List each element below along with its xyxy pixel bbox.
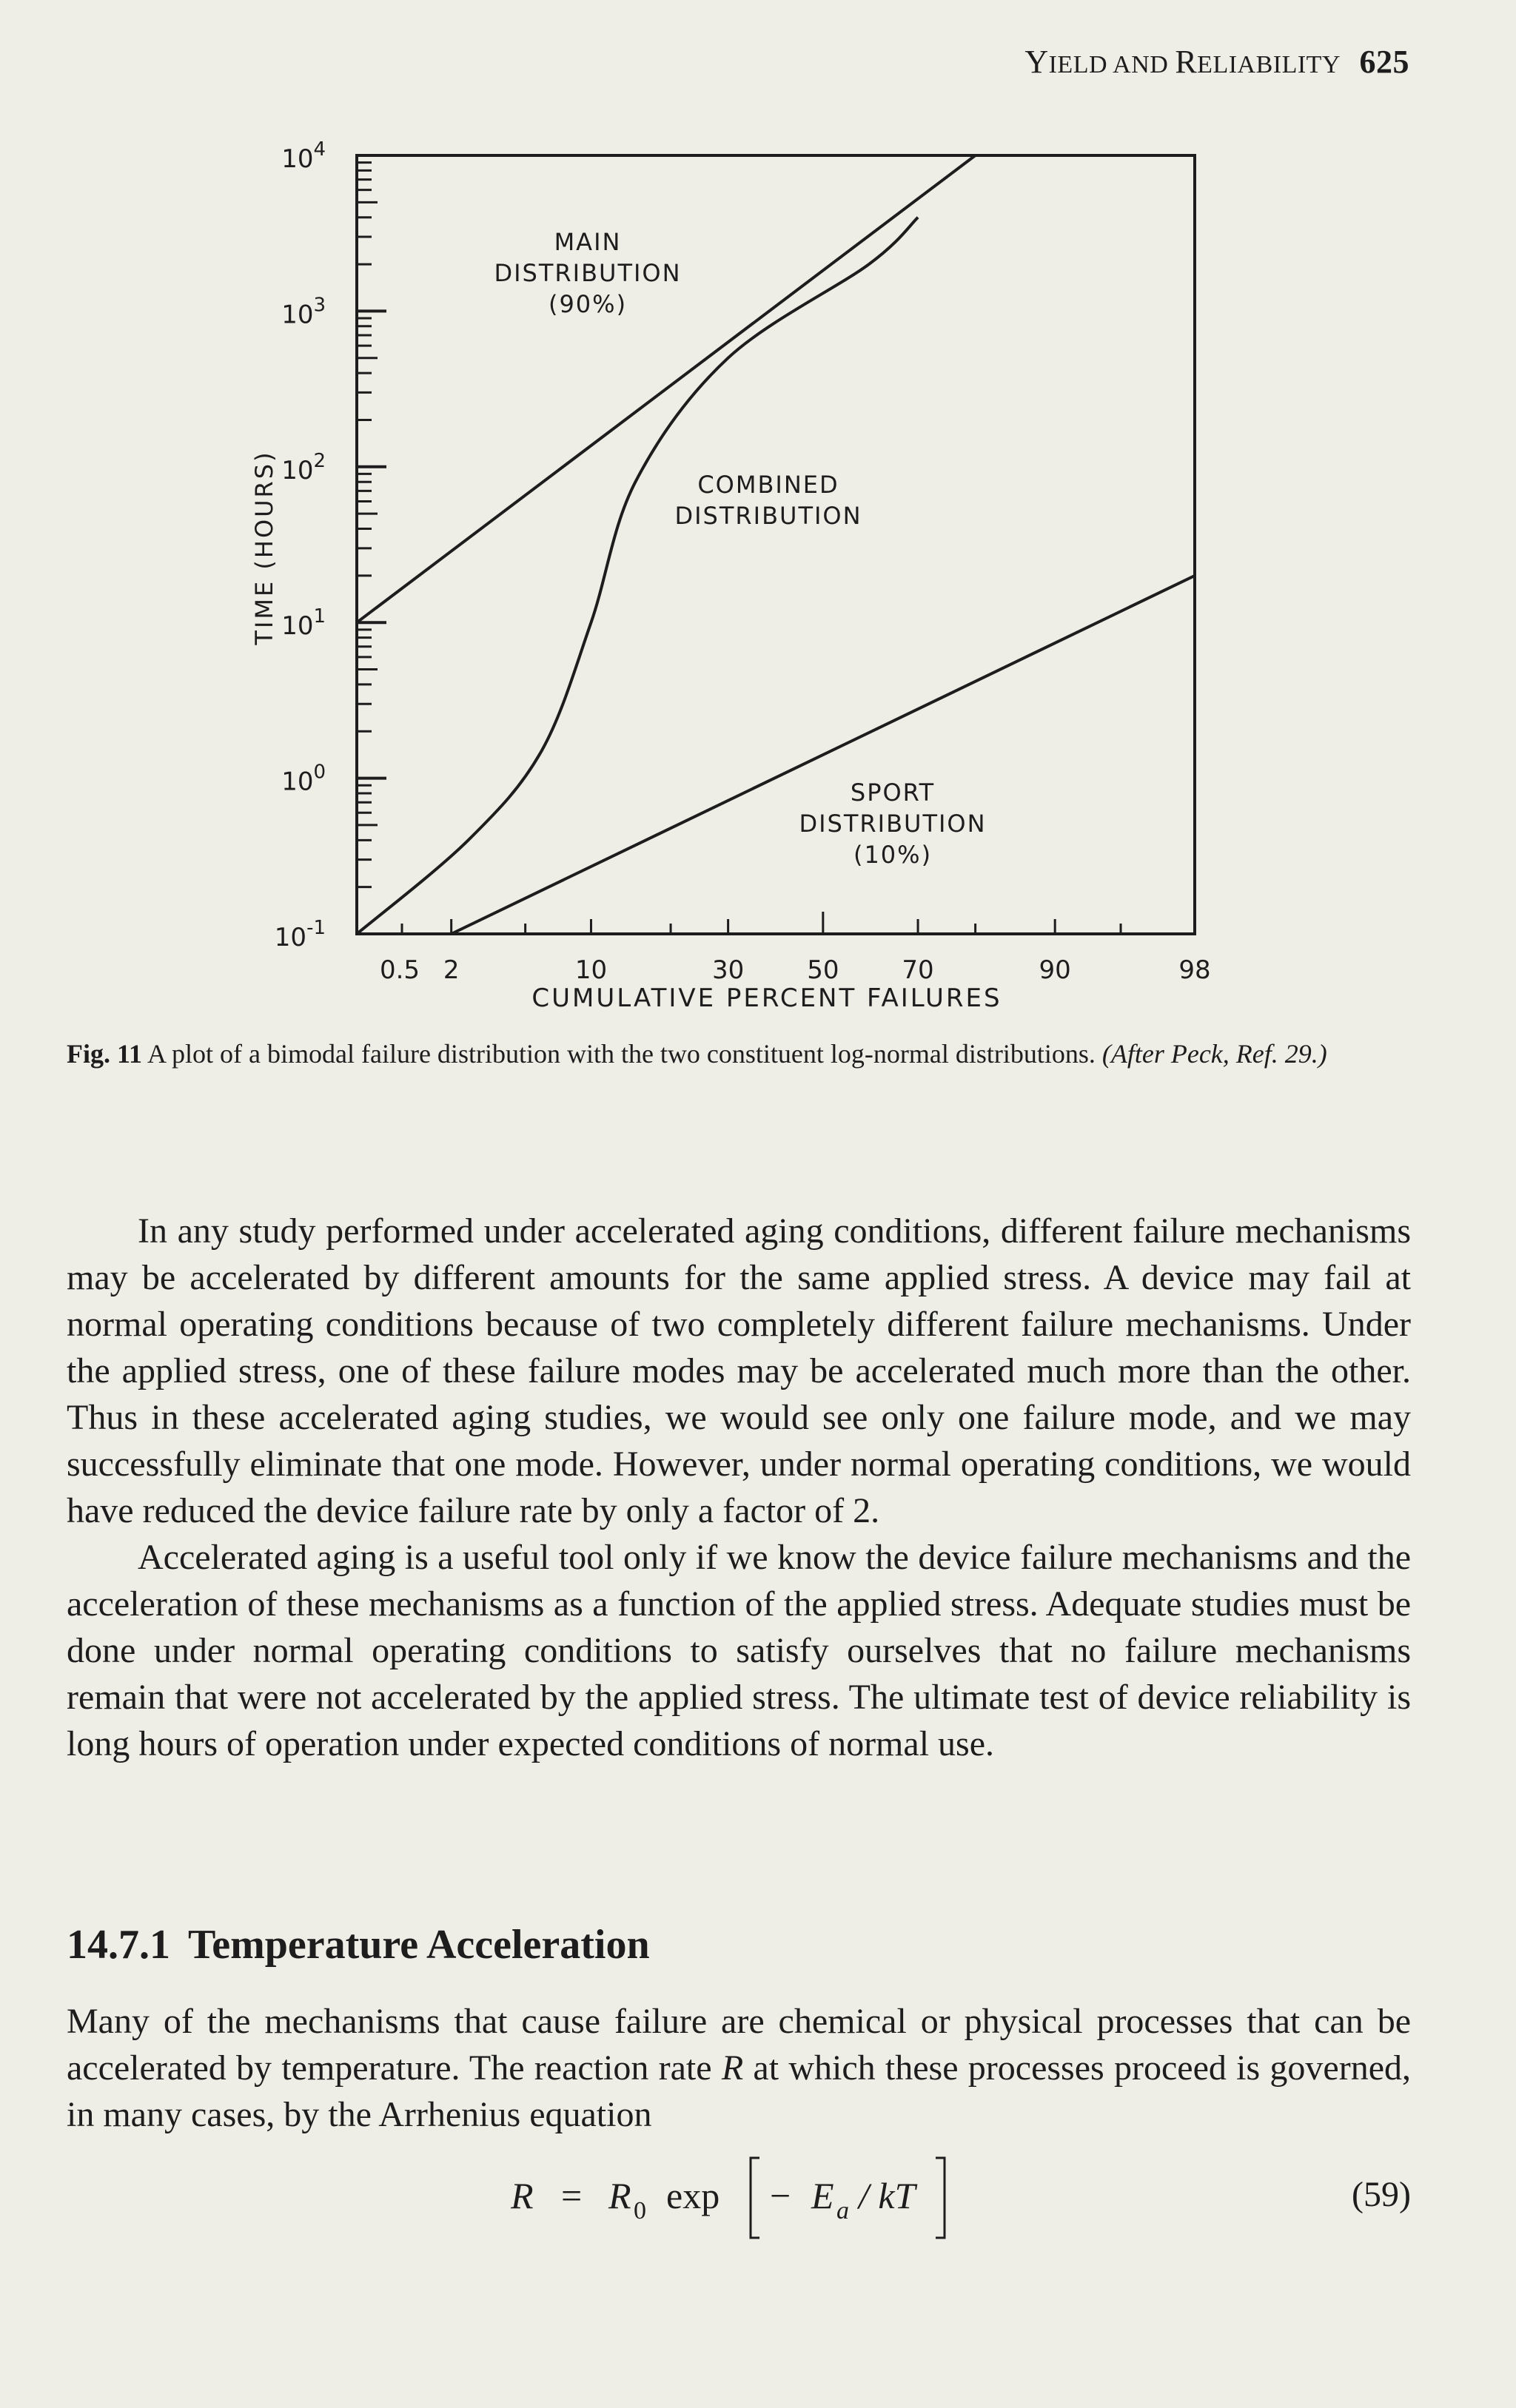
x-tick-label: 50	[807, 955, 839, 985]
arrhenius-equation	[511, 2150, 1029, 2261]
x-tick-label: 10	[574, 955, 608, 985]
equation-coef-subscript: 0	[634, 2197, 646, 2224]
page-number: 625	[1359, 44, 1409, 80]
combined-distribution-label: COMBINED DISTRIBUTION	[674, 471, 862, 530]
y-tick-label: $10^4$	[281, 138, 326, 174]
x-tick-label: 98	[1178, 955, 1211, 985]
running-head-title-part: Y	[1024, 44, 1049, 80]
equation-left-bracket	[751, 2158, 759, 2238]
y-tick-label: $10^3$	[281, 294, 326, 330]
section-title: Temperature Acceleration	[188, 1922, 650, 1968]
running-head-title-part: R	[1175, 44, 1198, 80]
x-tick-label: 2	[443, 955, 460, 985]
section-body	[67, 1998, 1411, 2138]
equation-minus: −	[770, 2175, 791, 2216]
section-text: Many of the mechanisms that cause failure are chemical or physical processes that can be accelerated by temperature. The reaction rate	[67, 2002, 1411, 2088]
x-tick-label: 70	[902, 955, 934, 985]
figure-caption-label: Fig. 11	[67, 1039, 143, 1069]
x-axis-label: CUMULATIVE PERCENT FAILURES	[531, 983, 1002, 1013]
y-tick-label: $10^2$	[281, 449, 326, 485]
equation-number: (59)	[1352, 2175, 1411, 2214]
equation-right-bracket	[936, 2158, 945, 2238]
figure-caption-source: (After Peck, Ref. 29.)	[1101, 1039, 1327, 1069]
running-head-title-part: ELIABILITY	[1197, 51, 1341, 78]
section-heading	[67, 1921, 650, 1968]
equation-coef: R	[608, 2175, 631, 2216]
x-tick-label: 90	[1039, 955, 1071, 985]
x-tick-label: 30	[711, 955, 745, 985]
figure-bimodal-failure-plot	[0, 0, 1516, 1036]
plot-frame	[357, 155, 1195, 934]
body-paragraphs	[67, 1208, 1411, 1767]
section-paragraph	[67, 1998, 1411, 2138]
equation-rest: / kT	[859, 2175, 916, 2216]
running-head-title-part: IELD AND	[1048, 51, 1175, 78]
section-text-variable: R	[721, 2048, 744, 2088]
section-number: 14.7.1	[67, 1922, 170, 1968]
equation-equals: =	[561, 2175, 583, 2216]
section-text: at which these processes proceed is governed, in many cases, by the Arrhenius equation	[67, 2048, 1412, 2134]
sport-distribution-label: SPORT DISTRIBUTION (10%)	[799, 778, 987, 869]
main-distribution-label: MAIN DISTRIBUTION (90%)	[494, 228, 682, 318]
paragraph: Accelerated aging is a useful tool only if we know the device failure mechanisms and the acceleration of these mechanisms as a function of the applied stress. Adequate studies must be done under normal operating conditions to satisfy ourselves that no failure mechanisms remain that were not accelerated by the applied stress. The ultimate test of device reliability is long hours of operation under expected conditions of normal use.	[67, 1538, 1411, 1763]
paragraph: In any study performed under accelerated aging conditions, different failure mechanisms may be accelerated by different amounts for the same applied stress. A device may fail at normal operating conditions because of two completely different failure mechanisms. Under the applied stress, one of these failure modes may be accelerated much more than the other. Thus in these accelerated aging studies, we would see only one failure mode, and we may successfully eliminate that one mode. However, under normal operating conditions, we would have reduced the device failure rate by only a factor of 2.	[67, 1211, 1411, 1530]
figure-caption-text: A plot of a bimodal failure distribution with the two constituent log-normal distributions.	[147, 1039, 1096, 1069]
equation-energy-subscript: a	[836, 2197, 849, 2224]
y-tick-label: $10^1$	[281, 605, 326, 642]
equation-function: exp	[666, 2175, 720, 2216]
equation-energy: E	[811, 2175, 834, 2216]
y-axis-label: TIME (HOURS)	[250, 450, 278, 645]
figure-caption	[67, 1036, 1411, 1072]
y-tick-label: $10^{-1}$	[274, 917, 326, 952]
y-tick-label: $10^0$	[281, 761, 326, 797]
main-distribution-line	[357, 155, 976, 622]
x-tick-label: 0.5	[379, 955, 420, 985]
sport-distribution-line	[452, 576, 1195, 934]
equation-lhs: R	[511, 2175, 534, 2216]
